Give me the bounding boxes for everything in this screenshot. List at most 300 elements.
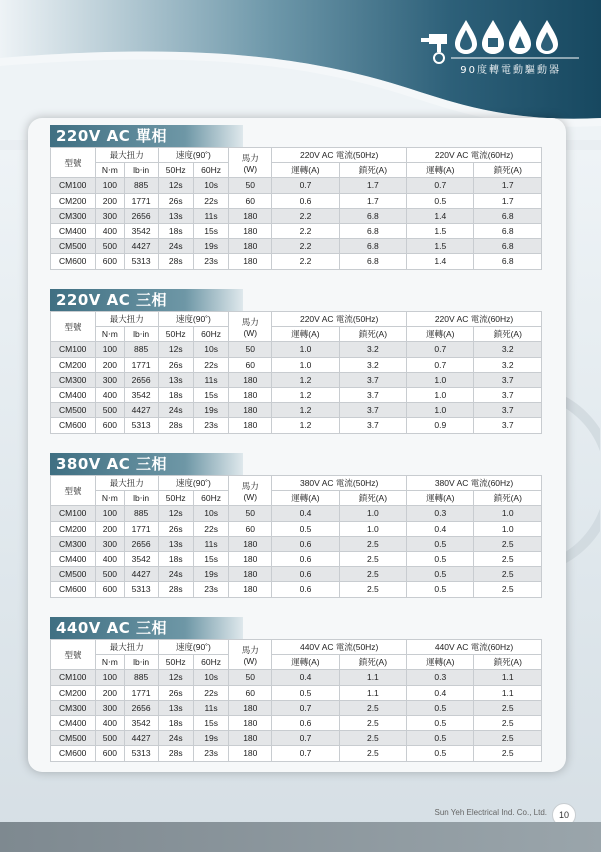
table-row [51, 403, 542, 418]
table-cell: 13s [158, 208, 193, 223]
table-row [51, 715, 542, 730]
table-cell: 11s [193, 208, 228, 223]
table-cell: 0.6 [272, 715, 339, 730]
table-row [51, 357, 542, 372]
table-row [51, 387, 542, 402]
model-cell: CM500 [51, 567, 96, 582]
col-current-60: 440V AC 電流(60Hz) [407, 640, 542, 655]
table-cell: 28s [158, 418, 193, 433]
table-cell: 6.8 [339, 208, 406, 223]
table-cell: 400 [96, 715, 125, 730]
table-row [51, 178, 542, 193]
table-cell: 400 [96, 551, 125, 566]
table-cell: 28s [158, 746, 193, 761]
table-row [51, 223, 542, 238]
table-cell: 24s [158, 731, 193, 746]
table-cell: 3.7 [339, 418, 406, 433]
table-cell: 600 [96, 582, 125, 597]
footer-bar [0, 822, 601, 852]
table-cell: 0.6 [272, 193, 339, 208]
model-cell: CM300 [51, 536, 96, 551]
table-cell: 1.0 [272, 342, 339, 357]
section-title: 220V AC 三相 [50, 289, 243, 311]
table-cell: 600 [96, 254, 125, 269]
table-cell: 3.7 [474, 418, 542, 433]
section-title: 220V AC 單相 [50, 125, 243, 147]
table-cell: 26s [158, 685, 193, 700]
table-cell: 10s [193, 342, 228, 357]
table-cell: 19s [193, 567, 228, 582]
col-running: 運轉(A) [272, 163, 339, 178]
table-cell: 5313 [124, 746, 158, 761]
table-row [51, 521, 542, 536]
table-cell: 6.8 [339, 223, 406, 238]
table-cell: 0.4 [407, 685, 474, 700]
table-cell: 0.6 [272, 551, 339, 566]
col-lbin: lb‧in [124, 655, 158, 670]
table-cell: 0.6 [272, 567, 339, 582]
table-cell: 100 [96, 670, 125, 685]
table-cell: 2.5 [339, 551, 406, 566]
table-cell: 2.5 [474, 715, 542, 730]
table-cell: 6.8 [339, 239, 406, 254]
table-cell: 300 [96, 208, 125, 223]
col-model: 型號 [51, 476, 96, 506]
table-cell: 11s [193, 536, 228, 551]
table-cell: 2656 [124, 372, 158, 387]
table-cell: 0.6 [272, 536, 339, 551]
col-60hz: 60Hz [193, 655, 228, 670]
col-speed: 速度(90˚) [158, 476, 229, 491]
table-cell: 1.1 [339, 685, 406, 700]
table-cell: 12s [158, 670, 193, 685]
table-cell: 180 [229, 536, 272, 551]
table-row [51, 372, 542, 387]
table-cell: 3.7 [474, 372, 542, 387]
col-running: 運轉(A) [272, 491, 339, 506]
col-running: 運轉(A) [272, 327, 339, 342]
table-cell: 180 [229, 387, 272, 402]
table-cell: 1.2 [272, 372, 339, 387]
col-lbin: lb‧in [124, 163, 158, 178]
table-cell: 1771 [124, 685, 158, 700]
table-cell: 23s [193, 418, 228, 433]
spec-section-380v-three [50, 453, 542, 598]
table-cell: 180 [229, 700, 272, 715]
company-name: Sun Yeh Electrical Ind. Co., Ltd. [434, 808, 547, 817]
table-cell: 50 [229, 506, 272, 521]
section-title: 380V AC 三相 [50, 453, 243, 475]
table-cell: 23s [193, 582, 228, 597]
col-locked: 鎖死(A) [339, 163, 406, 178]
table-cell: 12s [158, 506, 193, 521]
model-cell: CM100 [51, 342, 96, 357]
table-cell: 2.2 [272, 208, 339, 223]
table-cell: 26s [158, 357, 193, 372]
table-cell: 0.4 [407, 521, 474, 536]
table-row [51, 746, 542, 761]
table-cell: 0.7 [272, 700, 339, 715]
col-model: 型號 [51, 312, 96, 342]
model-cell: CM300 [51, 700, 96, 715]
table-cell: 1.0 [474, 506, 542, 521]
table-cell: 2.5 [474, 700, 542, 715]
table-cell: 3.2 [474, 342, 542, 357]
col-running: 運轉(A) [407, 655, 474, 670]
table-cell: 1.2 [272, 387, 339, 402]
table-cell: 2.5 [339, 567, 406, 582]
table-cell: 2.2 [272, 223, 339, 238]
table-cell: 18s [158, 223, 193, 238]
table-cell: 28s [158, 582, 193, 597]
table-cell: 180 [229, 746, 272, 761]
col-running: 運轉(A) [272, 655, 339, 670]
col-nm: N‧m [96, 327, 125, 342]
col-current-50: 440V AC 電流(50Hz) [272, 640, 407, 655]
table-cell: 1.7 [339, 178, 406, 193]
table-cell: 3.7 [339, 387, 406, 402]
col-lbin: lb‧in [124, 327, 158, 342]
col-running: 運轉(A) [407, 163, 474, 178]
page-number: 10 [552, 803, 576, 827]
col-power: 馬力 (W) [229, 476, 272, 506]
table-cell: 1.5 [407, 223, 474, 238]
table-cell: 100 [96, 342, 125, 357]
model-cell: CM400 [51, 551, 96, 566]
table-cell: 10s [193, 670, 228, 685]
water-drop-icon [482, 20, 504, 54]
model-cell: CM300 [51, 208, 96, 223]
table-cell: 12s [158, 178, 193, 193]
table-cell: 0.7 [272, 746, 339, 761]
table-cell: 0.7 [407, 342, 474, 357]
table-cell: 13s [158, 536, 193, 551]
table-cell: 180 [229, 731, 272, 746]
table-cell: 2.5 [474, 536, 542, 551]
table-cell: 15s [193, 551, 228, 566]
table-cell: 4427 [124, 567, 158, 582]
table-cell: 500 [96, 731, 125, 746]
table-cell: 0.5 [407, 193, 474, 208]
table-cell: 22s [193, 521, 228, 536]
model-cell: CM600 [51, 418, 96, 433]
table-cell: 26s [158, 193, 193, 208]
table-cell: 2.5 [339, 746, 406, 761]
col-60hz: 60Hz [193, 163, 228, 178]
model-cell: CM200 [51, 357, 96, 372]
table-cell: 300 [96, 700, 125, 715]
water-drop-icon [536, 20, 558, 54]
col-power: 馬力 (W) [229, 312, 272, 342]
table-cell: 5313 [124, 254, 158, 269]
table-cell: 2656 [124, 536, 158, 551]
spec-section-220v-single [50, 125, 542, 270]
table-cell: 1.7 [474, 193, 542, 208]
valve-icon [421, 34, 447, 63]
table-cell: 3.7 [474, 387, 542, 402]
table-cell: 15s [193, 387, 228, 402]
table-row [51, 670, 542, 685]
col-current-60: 380V AC 電流(60Hz) [407, 476, 542, 491]
col-speed: 速度(90˚) [158, 312, 229, 327]
col-50hz: 50Hz [158, 327, 193, 342]
col-locked: 鎖死(A) [474, 327, 542, 342]
col-60hz: 60Hz [193, 327, 228, 342]
table-cell: 0.4 [272, 506, 339, 521]
table-cell: 180 [229, 567, 272, 582]
table-cell: 23s [193, 746, 228, 761]
col-50hz: 50Hz [158, 655, 193, 670]
table-cell: 0.7 [272, 731, 339, 746]
col-locked: 鎖死(A) [474, 655, 542, 670]
table-row [51, 208, 542, 223]
model-cell: CM200 [51, 521, 96, 536]
table-cell: 1.2 [272, 403, 339, 418]
model-cell: CM600 [51, 746, 96, 761]
table-cell: 180 [229, 208, 272, 223]
table-row [51, 536, 542, 551]
table-row [51, 254, 542, 269]
spec-section-220v-three [50, 289, 542, 434]
model-cell: CM200 [51, 193, 96, 208]
model-cell: CM200 [51, 685, 96, 700]
table-cell: 0.5 [272, 685, 339, 700]
table-cell: 100 [96, 178, 125, 193]
table-cell: 0.7 [407, 178, 474, 193]
col-model: 型號 [51, 640, 96, 670]
table-cell: 2.5 [339, 536, 406, 551]
table-cell: 2.5 [474, 731, 542, 746]
table-cell: 180 [229, 418, 272, 433]
table-cell: 1.1 [339, 670, 406, 685]
table-cell: 22s [193, 685, 228, 700]
table-cell: 1.2 [272, 418, 339, 433]
table-cell: 50 [229, 342, 272, 357]
table-cell: 1771 [124, 521, 158, 536]
table-cell: 50 [229, 178, 272, 193]
spec-section-440v-three [50, 617, 542, 762]
table-cell: 10s [193, 506, 228, 521]
table-cell: 1.5 [407, 239, 474, 254]
model-cell: CM600 [51, 254, 96, 269]
table-cell: 1.0 [407, 403, 474, 418]
table-cell: 5313 [124, 418, 158, 433]
table-cell: 1.1 [474, 685, 542, 700]
col-torque: 最大扭力 [96, 312, 159, 327]
table-cell: 0.7 [407, 357, 474, 372]
table-cell: 60 [229, 685, 272, 700]
table-cell: 500 [96, 239, 125, 254]
table-cell: 60 [229, 521, 272, 536]
col-nm: N‧m [96, 491, 125, 506]
table-cell: 1.4 [407, 208, 474, 223]
table-cell: 0.5 [407, 700, 474, 715]
table-cell: 180 [229, 551, 272, 566]
model-cell: CM400 [51, 715, 96, 730]
col-current-60: 220V AC 電流(60Hz) [407, 312, 542, 327]
table-cell: 3.7 [474, 403, 542, 418]
table-cell: 18s [158, 551, 193, 566]
table-cell: 24s [158, 403, 193, 418]
table-cell: 6.8 [474, 223, 542, 238]
table-cell: 1.1 [474, 670, 542, 685]
table-cell: 0.7 [272, 178, 339, 193]
brand-title: 90度轉電動驅動器 [460, 65, 561, 76]
table-cell: 22s [193, 357, 228, 372]
table-cell: 1.0 [407, 387, 474, 402]
table-cell: 3542 [124, 715, 158, 730]
col-power: 馬力 (W) [229, 640, 272, 670]
model-cell: CM100 [51, 670, 96, 685]
table-cell: 13s [158, 700, 193, 715]
table-cell: 2.2 [272, 254, 339, 269]
table-row [51, 342, 542, 357]
table-cell: 3542 [124, 551, 158, 566]
table-row [51, 582, 542, 597]
table-cell: 180 [229, 254, 272, 269]
table-cell: 60 [229, 357, 272, 372]
table-cell: 3.7 [339, 372, 406, 387]
table-cell: 6.8 [474, 239, 542, 254]
table-row [51, 685, 542, 700]
table-cell: 2.5 [474, 746, 542, 761]
table-cell: 2656 [124, 208, 158, 223]
table-cell: 11s [193, 372, 228, 387]
model-cell: CM100 [51, 178, 96, 193]
col-locked: 鎖死(A) [474, 163, 542, 178]
table-cell: 400 [96, 223, 125, 238]
table-row [51, 239, 542, 254]
table-cell: 18s [158, 715, 193, 730]
table-cell: 400 [96, 387, 125, 402]
col-locked: 鎖死(A) [474, 491, 542, 506]
table-cell: 1.0 [272, 357, 339, 372]
table-cell: 4427 [124, 239, 158, 254]
table-cell: 600 [96, 418, 125, 433]
table-cell: 6.8 [474, 254, 542, 269]
water-drop-icon [509, 20, 531, 54]
table-cell: 1.0 [474, 521, 542, 536]
table-cell: 180 [229, 582, 272, 597]
table-cell: 50 [229, 670, 272, 685]
col-current-50: 220V AC 電流(50Hz) [272, 312, 407, 327]
model-cell: CM400 [51, 223, 96, 238]
table-cell: 0.5 [407, 715, 474, 730]
table-cell: 3542 [124, 223, 158, 238]
table-cell: 19s [193, 239, 228, 254]
table-cell: 1.4 [407, 254, 474, 269]
table-cell: 2.5 [339, 582, 406, 597]
table-cell: 6.8 [339, 254, 406, 269]
spec-table [50, 147, 542, 270]
col-running: 運轉(A) [407, 491, 474, 506]
col-50hz: 50Hz [158, 491, 193, 506]
table-cell: 180 [229, 372, 272, 387]
table-cell: 885 [124, 670, 158, 685]
table-cell: 19s [193, 403, 228, 418]
table-cell: 0.5 [407, 731, 474, 746]
table-cell: 10s [193, 178, 228, 193]
table-cell: 885 [124, 506, 158, 521]
col-torque: 最大扭力 [96, 476, 159, 491]
col-current-60: 220V AC 電流(60Hz) [407, 148, 542, 163]
table-cell: 11s [193, 700, 228, 715]
table-cell: 18s [158, 387, 193, 402]
table-cell: 1.0 [339, 521, 406, 536]
table-cell: 26s [158, 521, 193, 536]
table-cell: 1.0 [339, 506, 406, 521]
table-row [51, 193, 542, 208]
table-cell: 1.0 [407, 372, 474, 387]
table-cell: 13s [158, 372, 193, 387]
table-cell: 24s [158, 567, 193, 582]
table-cell: 300 [96, 372, 125, 387]
table-cell: 0.4 [272, 670, 339, 685]
table-cell: 23s [193, 254, 228, 269]
table-cell: 24s [158, 239, 193, 254]
table-cell: 200 [96, 685, 125, 700]
table-cell: 0.5 [407, 567, 474, 582]
section-title: 440V AC 三相 [50, 617, 243, 639]
spec-table [50, 639, 542, 762]
spec-table [50, 475, 542, 598]
table-cell: 2.5 [474, 582, 542, 597]
model-cell: CM300 [51, 372, 96, 387]
table-cell: 200 [96, 521, 125, 536]
table-row [51, 731, 542, 746]
table-row [51, 567, 542, 582]
table-cell: 600 [96, 746, 125, 761]
col-running: 運轉(A) [407, 327, 474, 342]
table-cell: 2.5 [339, 700, 406, 715]
table-cell: 19s [193, 731, 228, 746]
table-cell: 15s [193, 715, 228, 730]
table-cell: 500 [96, 403, 125, 418]
table-cell: 1771 [124, 357, 158, 372]
table-cell: 200 [96, 193, 125, 208]
table-cell: 3542 [124, 387, 158, 402]
table-cell: 2656 [124, 700, 158, 715]
table-cell: 180 [229, 403, 272, 418]
table-cell: 15s [193, 223, 228, 238]
col-locked: 鎖死(A) [339, 327, 406, 342]
col-model: 型號 [51, 148, 96, 178]
table-cell: 0.5 [272, 521, 339, 536]
table-cell: 300 [96, 536, 125, 551]
table-cell: 100 [96, 506, 125, 521]
table-cell: 1.7 [339, 193, 406, 208]
table-cell: 180 [229, 715, 272, 730]
table-cell: 5313 [124, 582, 158, 597]
table-cell: 12s [158, 342, 193, 357]
table-cell: 180 [229, 223, 272, 238]
table-row [51, 551, 542, 566]
table-cell: 0.3 [407, 506, 474, 521]
table-cell: 0.5 [407, 536, 474, 551]
table-cell: 4427 [124, 403, 158, 418]
model-cell: CM500 [51, 239, 96, 254]
table-row [51, 506, 542, 521]
table-cell: 4427 [124, 731, 158, 746]
table-cell: 0.5 [407, 551, 474, 566]
table-cell: 180 [229, 239, 272, 254]
col-locked: 鎖死(A) [339, 655, 406, 670]
model-cell: CM500 [51, 403, 96, 418]
water-drop-icon [455, 20, 477, 54]
col-locked: 鎖死(A) [339, 491, 406, 506]
table-cell: 2.2 [272, 239, 339, 254]
table-cell: 60 [229, 193, 272, 208]
